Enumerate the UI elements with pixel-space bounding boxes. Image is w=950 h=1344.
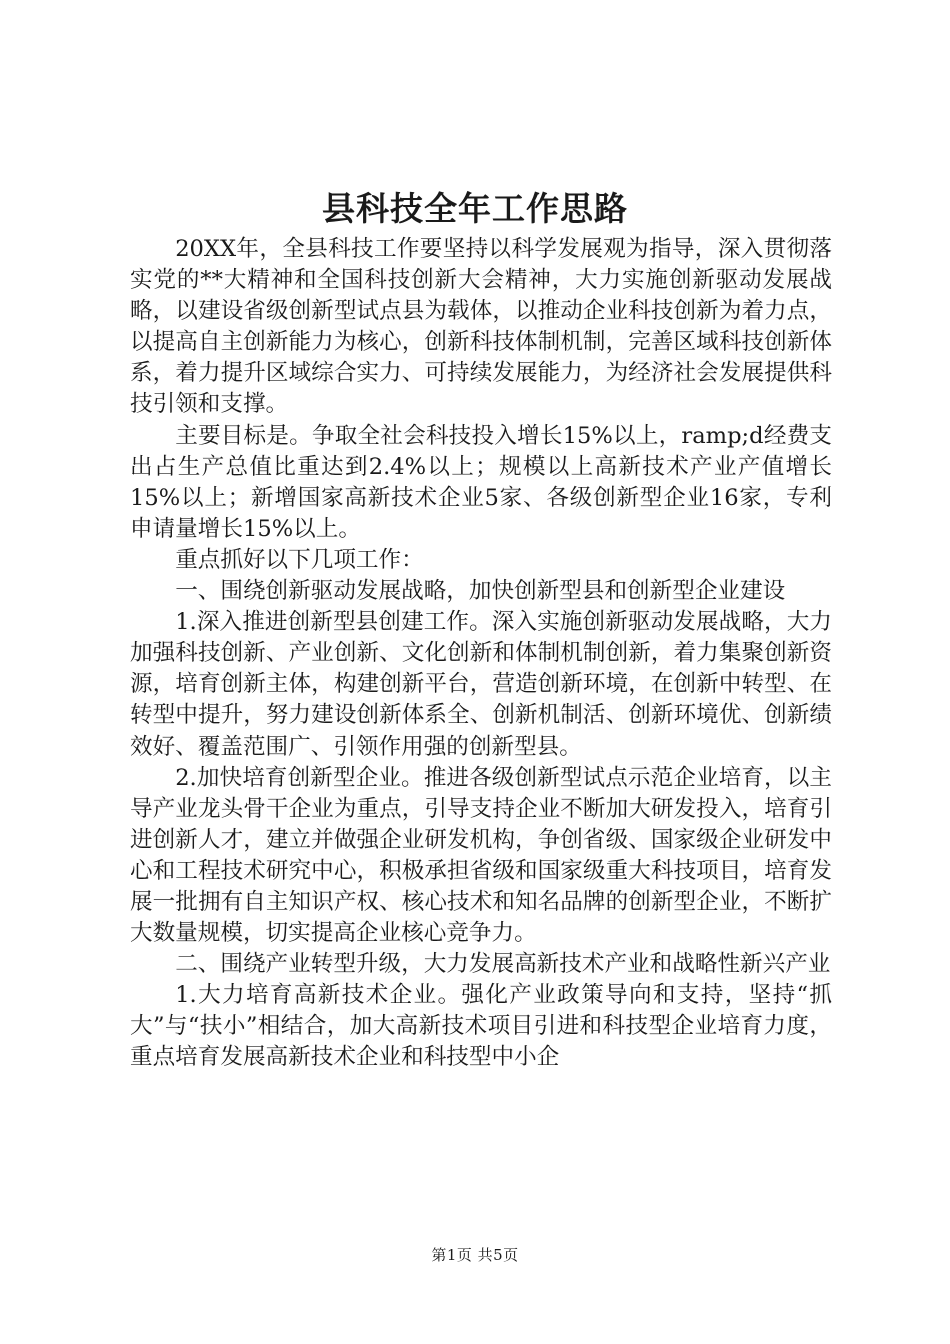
document-body xyxy=(130,234,832,1074)
paragraph-key-work: 重点抓好以下几项工作： xyxy=(175,546,424,573)
paragraph-2-1: 1.大力培育高新技术企业。强化产业政策导向和支持，坚持“抓大”与“扶小”相结合，加大高新技术项目引进和科技型企业培育力度，重点培育发展高新技术企业和科技型中小企 xyxy=(130,982,832,1071)
paragraph-main-goals: 主要目标是。争取全社会科技投入增长15%以上，ramp;d经费支出占生产总值比重达到2.4%以上；规模以上高新技术产业产值增长15%以上；新增国家高新技术企业5家、各级创新型企业16家，专利申请量增长15%以上。 xyxy=(130,422,832,542)
section-heading-2: 二、围绕产业转型升级，大力发展高新技术产业和战略性新兴产业 xyxy=(175,951,831,978)
paragraph-1-1: 1.深入推进创新型县创建工作。深入实施创新驱动发展战略，大力加强科技创新、产业创新、文化创新和体制机制创新，着力集聚创新资源，培育创新主体，构建创新平台，营造创新环境，在创新中转型、在转型中提升，努力建设创新体系全、创新机制活、创新环境优、创新绩效好、覆盖范围广、引领作用强的创新型县。 xyxy=(130,609,832,760)
paragraph-intro: 20XX年，全县科技工作要坚持以科学发展观为指导，深入贯彻落实党的**大精神和全国科技创新大会精神，大力实施创新驱动发展战略，以建设省级创新型试点县为载体，以推动企业科技创新为着力点，以提高自主创新能力为核心，创新科技体制机制，完善区域科技创新体系，着力提升区域综合实力、可持续发展能力，为经济社会发展提供科技引领和支撑。 xyxy=(130,236,832,418)
section-heading-1: 一、围绕创新驱动发展战略，加快创新型县和创新型企业建设 xyxy=(175,578,786,605)
page-footer: 第1页 共5页 xyxy=(431,1246,519,1264)
paragraph-1-2: 2.加快培育创新型企业。推进各级创新型试点示范企业培育，以主导产业龙头骨干企业为重点，引导支持企业不断加大研发投入，培育引进创新人才，建立并做强企业研发机构，争创省级、国家级企业研发中心和工程技术研究中心，积极承担省级和国家级重大科技项目，培育发展一批拥有自主知识产权、核心技术和知名品牌的创新型企业，不断扩大数量规模，切实提高企业核心竞争力。 xyxy=(130,764,832,947)
document-title: 县科技全年工作思路 xyxy=(322,189,628,228)
